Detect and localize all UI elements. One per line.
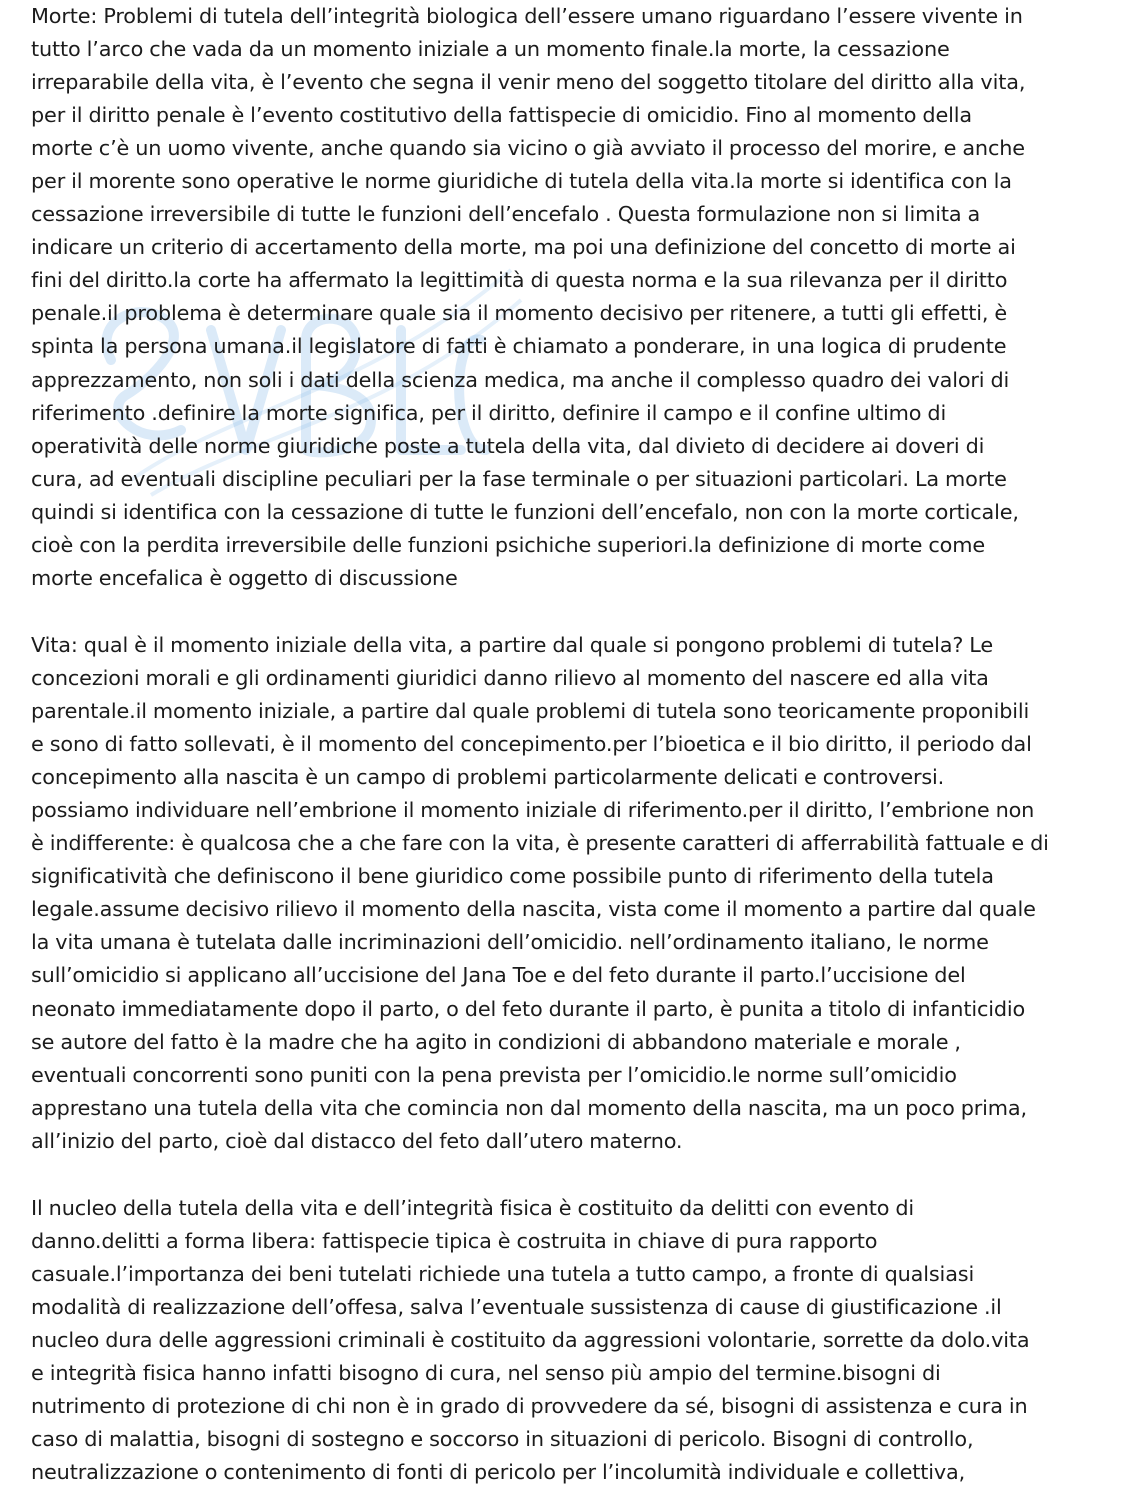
- text-line: e integrità fisica hanno infatti bisogno di cura, nel senso più ampio del termine.bisogni di: [31, 1361, 941, 1386]
- text-line: tutto l’arco che vada da un momento iniziale a un momento finale.la morte, la cessazione: [31, 37, 950, 62]
- text-line: possiamo individuare nell’embrione il momento iniziale di riferimento.per il diritto, l’embrione non: [31, 798, 1035, 823]
- text-line: neonato immediatamente dopo il parto, o del feto durante il parto, è punita a titolo di infanticidio: [31, 996, 1026, 1021]
- text-line: modalità di realizzazione dell’offesa, salva l’eventuale sussistenza di cause di giustificazione .il: [31, 1295, 1002, 1320]
- text-line: sull’omicidio si applicano all’uccisione del Jana Toe e del feto durante il parto.l’uccisione del: [31, 963, 966, 988]
- text-line: e sono di fatto sollevati, è il momento del concepimento.per l’bioetica e il bio diritto, il periodo dal: [31, 732, 1032, 757]
- paragraph-vita: [31, 629, 1049, 1158]
- paragraph-morte: [31, 0, 1025, 595]
- text-line: Vita: qual è il momento iniziale della vita, a partire dal quale si pongono problemi di tutela? Le: [31, 633, 994, 657]
- text-line: operatività delle norme giuridiche poste a tutela della vita, dal divieto di decidere ai doveri di: [31, 433, 985, 458]
- text-line: concepimento alla nascita è un campo di problemi particolarmente delicati e controversi.: [31, 765, 945, 790]
- text-line: apprestano una tutela della vita che comincia non dal momento della nascita, ma un poco prima,: [31, 1095, 1027, 1120]
- text-line: significatività che definiscono il bene giuridico come possibile punto di riferimento della tutela: [31, 864, 994, 889]
- text-line: morte encefalica è oggetto di discussione: [31, 565, 458, 590]
- text-line: concezioni morali e gli ordinamenti giuridici danno rilievo al momento del nascere ed alla vita: [31, 666, 989, 691]
- text-line: morte c’è un uomo vivente, anche quando sia vicino o già avviato il processo del morire, e anche: [31, 136, 1025, 161]
- text-line: parentale.il momento iniziale, a partire dal quale problemi di tutela sono teoricamente proponibili: [31, 699, 1030, 724]
- text-line: legale.assume decisivo rilievo il momento della nascita, vista come il momento a partire dal quale: [31, 897, 1036, 922]
- text-line: per il diritto penale è l’evento costitutivo della fattispecie di omicidio. Fino al momento della: [31, 103, 972, 128]
- text-line: Il nucleo della tutela della vita e dell’integrità fisica è costituito da delitti con evento di: [31, 1196, 915, 1220]
- paragraph-nucleo-tutela: [31, 1192, 1029, 1489]
- document-page: [31, 0, 1127, 1506]
- text-line: all’inizio del parto, cioè dal distacco del feto dall’utero materno.: [31, 1128, 683, 1153]
- text-line: danno.delitti a forma libera: fattispecie tipica è costruita in chiave di pura rapporto: [31, 1229, 878, 1254]
- text-line: eventuali concorrenti sono puniti con la pena prevista per l’omicidio.le norme sull’omicidio: [31, 1062, 957, 1087]
- text-line: neutralizzazione o contenimento di fonti di pericolo per l’incolumità individuale e collettiva,: [31, 1460, 966, 1485]
- text-line: casuale.l’importanza dei beni tutelati richiede una tutela a tutto campo, a fronte di qualsiasi: [31, 1262, 975, 1287]
- text-line: Morte: Problemi di tutela dell’integrità biologica dell’essere umano riguardano l’essere vivente in: [31, 4, 1023, 28]
- text-line: cura, ad eventuali discipline peculiari per la fase terminale o per situazioni particolari. La morte: [31, 466, 1007, 491]
- text-line: riferimento .definire la morte significa, per il diritto, definire il campo e il confine ultimo di: [31, 400, 947, 425]
- text-line: fini del diritto.la corte ha affermato la legittimità di questa norma e la sua rilevanza per il diritto: [31, 268, 1008, 293]
- text-line: spinta la persona umana.il legislatore di fatti è chiamato a ponderare, in una logica di prudente: [31, 334, 1007, 359]
- text-line: penale.il problema è determinare quale sia il momento decisivo per ritenere, a tutti gli effetti, è: [31, 301, 1008, 326]
- text-line: quindi si identifica con la cessazione di tutte le funzioni dell’encefalo, non con la morte corticale,: [31, 499, 1019, 524]
- text-line: la vita umana è tutelata dalle incriminazioni dell’omicidio. nell’ordinamento italiano, le norme: [31, 930, 989, 955]
- text-line: cessazione irreversibile di tutte le funzioni dell’encefalo . Questa formulazione non si limita a: [31, 202, 981, 227]
- text-line: è indifferente: è qualcosa che a che fare con la vita, è presente caratteri di afferrabilità fattuale e di: [31, 831, 1049, 856]
- text-line: irreparabile della vita, è l’evento che segna il venir meno del soggetto titolare del diritto alla vita,: [31, 70, 1026, 95]
- text-line: indicare un criterio di accertamento della morte, ma poi una definizione del concetto di morte ai: [31, 235, 1016, 260]
- text-line: apprezzamento, non soli i dati della scienza medica, ma anche il complesso quadro dei valori di: [31, 367, 1010, 392]
- text-line: nucleo dura delle aggressioni criminali è costituito da aggressioni volontarie, sorrette da dolo.vita: [31, 1328, 1030, 1353]
- text-line: cioè con la perdita irreversibile delle funzioni psichiche superiori.la definizione di morte come: [31, 532, 985, 557]
- text-line: nutrimento di protezione di chi non è in grado di provvedere da sé, bisogni di assistenza e cura in: [31, 1394, 1028, 1419]
- text-line: se autore del fatto è la madre che ha agito in condizioni di abbandono materiale e morale ,: [31, 1029, 961, 1054]
- text-line: per il morente sono operative le norme giuridiche di tutela della vita.la morte si identifica con la: [31, 169, 1012, 194]
- text-line: caso di malattia, bisogni di sostegno e soccorso in situazioni di pericolo. Bisogni di controllo,: [31, 1427, 974, 1452]
